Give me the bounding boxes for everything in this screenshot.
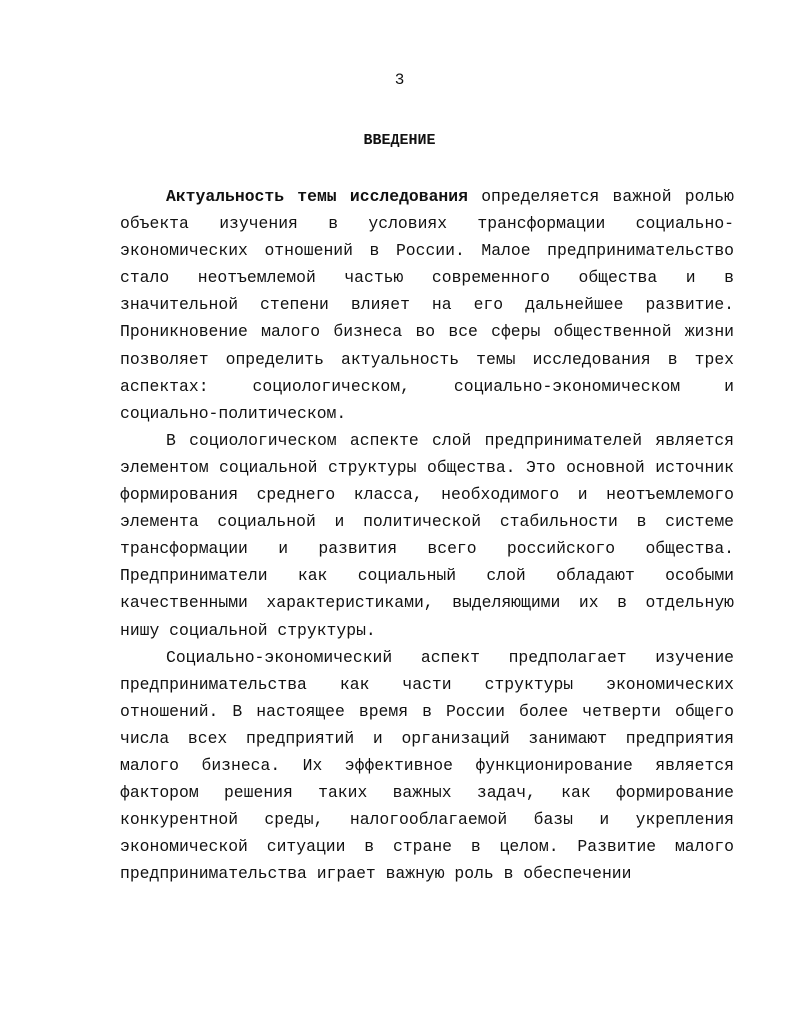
body-text bbox=[120, 183, 734, 887]
paragraph-2-text: В социологическом аспекте слой предпринимателей является элементом социальной структуры общества. Это основной источник формирования среднего класса, необходимого и неотъемлемого элемента социальной и политической стабильности в системе трансформации и развития всего российского общества. Предприниматели как социальный слой обладают особыми качественными характеристиками, выделяющими их в отдельную нишу социальной структуры. bbox=[120, 430, 734, 640]
section-heading: ВВЕДЕНИЕ bbox=[363, 132, 436, 149]
paragraph-1 bbox=[120, 183, 734, 427]
paragraph-3-text: Социально-экономический аспект предполагает изучение предпринимательства как части структуры экономических отношений. В настоящее время в России более четверти общего числа всех предприятий и организаций занимают предприятия малого бизнеса. Их эффективное функционирование является фактором решения таких важных задач, как формирование конкурентной среды, налогооблагаемой базы и укрепления экономической ситуации в стране в целом. Развитие малого предпринимательства играет важную роль в обеспечении bbox=[120, 647, 734, 884]
paragraph-2 bbox=[120, 427, 734, 644]
paragraph-3 bbox=[120, 644, 734, 888]
paragraph-1-lead: Актуальность темы исследования bbox=[166, 187, 468, 206]
page-number: 3 bbox=[394, 71, 405, 89]
paragraph-1-text: определяется важной ролью объекта изучения в условиях трансформации социально-экономических отношений в России. Малое предпринимательство стало неотъемлемой частью современного общества и в значительной степени влияет на его дальнейшее развитие. Проникновение малого бизнеса во все сферы общественной жизни позволяет определить актуальность темы исследования в трех аспектах: социологическом, социально-экономическом и социально-политическом. bbox=[120, 187, 734, 423]
